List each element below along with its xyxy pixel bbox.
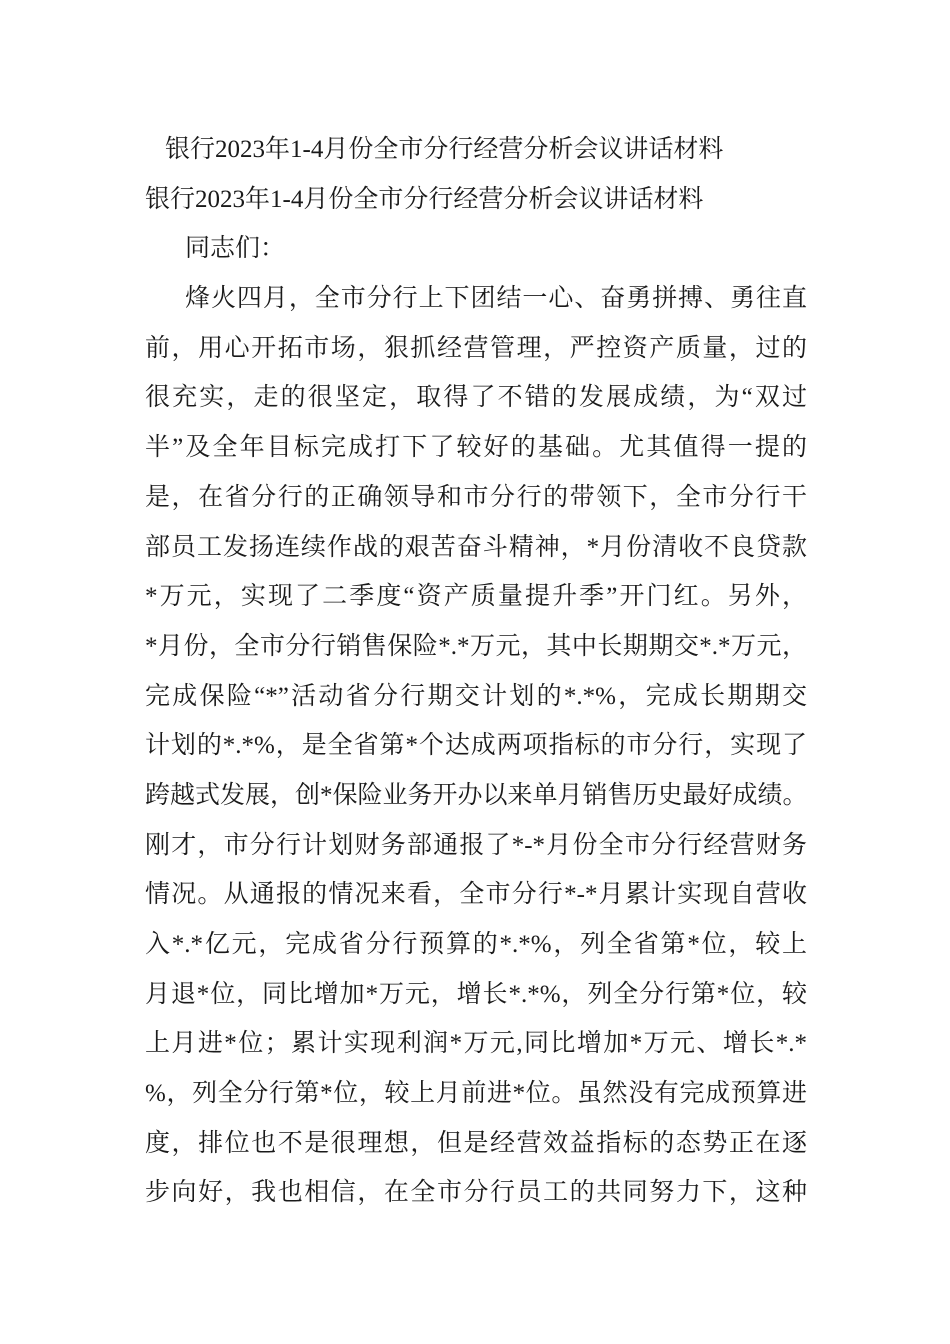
paragraph-line: 上月进*位；累计实现利润*万元,同比增加*万元、增长*.*: [145, 1030, 807, 1058]
paragraph-line: %，列全分行第*位，较上月前进*位。虽然没有完成预算进: [145, 1080, 807, 1108]
paragraph-line: 计划的*.*%，是全省第*个达成两项指标的市分行，实现了: [145, 732, 807, 760]
paragraph-line: 刚才，市分行计划财务部通报了*-*月份全市分行经营财务: [145, 831, 807, 859]
document-title-repeat: 银行2023年1-4月份全市分行经营分析会议讲话材料: [145, 185, 704, 213]
paragraph-line: 度，排位也不是很理想，但是经营效益指标的态势正在逐: [145, 1129, 807, 1157]
paragraph-line: 入*.*亿元，完成省分行预算的*.*%，列全省第*位，较上: [145, 931, 807, 958]
paragraph-line: *月份，全市分行销售保险*.*万元，其中长期期交*.*万元，: [145, 632, 807, 660]
paragraph-line: 完成保险“*”活动省分行期交计划的*.*%，完成长期期交: [145, 682, 807, 710]
paragraph-line: *万元，实现了二季度“资产质量提升季”开门红。另外，: [145, 583, 807, 611]
document-title: 银行2023年1-4月份全市分行经营分析会议讲话材料: [165, 136, 724, 163]
paragraph-line: 部员工发扬连续作战的艰苦奋斗精神，*月份清收不良贷款: [145, 533, 807, 561]
paragraph-line: 烽火四月，全市分行上下团结一心、奋勇拼搏、勇往直: [185, 285, 807, 313]
paragraph-line: 月退*位，同比增加*万元，增长*.*%，列全分行第*位，较: [145, 980, 807, 1008]
paragraph-line: 前，用心开拓市场，狠抓经营管理，严控资产质量，过的: [145, 334, 807, 362]
salutation: 同志们：: [185, 235, 286, 263]
paragraph-line: 跨越式发展，创*保险业务开办以来单月销售历史最好成绩。: [145, 781, 808, 809]
paragraph-line: 半”及全年目标完成打下了较好的基础。尤其值得一提的: [145, 434, 807, 462]
document-page: [145, 125, 807, 1218]
paragraph-line: 情况。从通报的情况来看，全市分行*-*月累计实现自营收: [145, 881, 807, 909]
paragraph-line: 很充实，走的很坚定，取得了不错的发展成绩，为“双过: [145, 384, 807, 412]
paragraph-line: 是，在省分行的正确领导和市分行的带领下，全市分行干: [145, 483, 807, 511]
paragraph-line: 步向好，我也相信，在全市分行员工的共同努力下，这种: [145, 1179, 807, 1207]
